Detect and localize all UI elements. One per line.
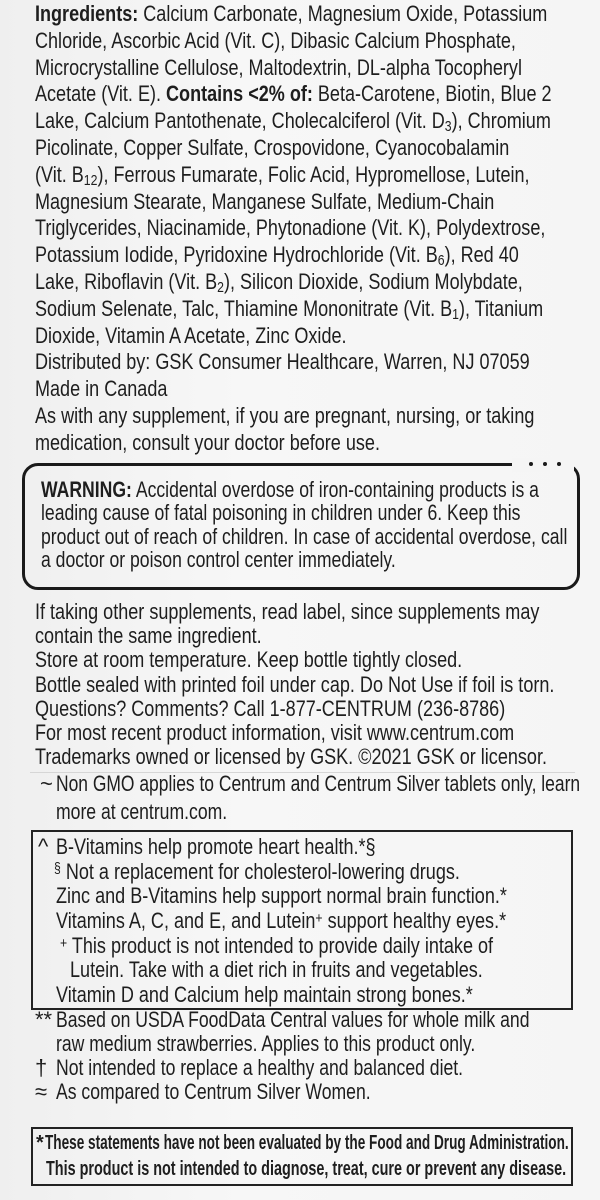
text-segment: Chloride, Ascorbic Acid (Vit. C), Dibasic Calcium Phosphate,	[35, 27, 516, 53]
warning-text	[41, 478, 571, 572]
bold-label: WARNING:	[41, 477, 132, 502]
subscript: 12	[83, 172, 98, 190]
text-segment: Triglycerides, Niacinamide, Phytonadione (Vit. K), Polydextrose,	[35, 215, 546, 241]
ingredients-section	[35, 1, 585, 457]
text-line	[35, 323, 585, 350]
text-segment: As compared to Centrum Silver Women.	[56, 1079, 371, 1104]
text-segment: Accidental overdose of iron-containing products is a	[131, 477, 539, 502]
text-line	[35, 28, 585, 55]
text-line	[41, 478, 571, 501]
text-segment: B-Vitamins help promote heart health.*§	[56, 834, 376, 859]
text-segment: ), Titanium	[458, 295, 544, 321]
text-line	[35, 1156, 569, 1182]
text-line	[41, 501, 571, 524]
text-segment: ), Chromium	[451, 108, 551, 134]
text-line	[35, 430, 585, 457]
text-segment: a doctor or poison control center immediately.	[41, 547, 396, 573]
text-line	[35, 648, 585, 672]
text-line	[35, 697, 585, 721]
text-line	[35, 1080, 580, 1104]
text-segment: If taking other supplements, read label, since supplements may	[35, 599, 540, 624]
text-segment: Non GMO applies to Centrum and Centrum Silver tablets only, learn	[56, 771, 581, 796]
text-segment: Magnesium Stearate, Manganese Sulfate, Medium-Chain	[35, 188, 495, 214]
subscript: 3	[444, 118, 452, 136]
text-line	[35, 600, 585, 624]
text-segment: Distributed by: GSK Consumer Healthcare, Warren, NJ 07059	[35, 349, 530, 375]
text-line	[35, 349, 585, 376]
text-line	[35, 745, 585, 769]
text-segment: Potassium Iodide, Pyridoxine Hydrochloride (Vit. B	[35, 242, 438, 268]
text-line	[35, 673, 585, 697]
text-line	[35, 296, 585, 323]
text-segment: Picolinate, Copper Sulfate, Crospovidone, Cyanocobalamin	[35, 134, 510, 160]
text-segment: Lake, Riboflavin (Vit. B	[35, 268, 218, 294]
footnote-marker: †	[35, 1055, 48, 1080]
text-segment: This product is not intended to provide daily intake of	[67, 932, 494, 958]
text-segment: ), Ferrous Fumarate, Folic Acid, Hypromellose, Lutein,	[97, 161, 530, 187]
dot-icon	[543, 462, 547, 466]
text-line	[35, 55, 585, 82]
text-line	[35, 135, 585, 162]
text-line	[35, 403, 585, 430]
subscript: 2	[217, 279, 224, 297]
text-line	[35, 770, 580, 798]
text-segment: leading cause of fatal poisoning in children under 6. Keep this	[41, 500, 521, 526]
text-line	[36, 958, 566, 983]
text-line	[35, 1130, 569, 1156]
text-segment: Based on USDA FoodData Central values for whole milk and	[56, 1007, 530, 1032]
text-segment: raw medium strawberries. Applies to this product only.	[56, 1031, 476, 1056]
text-line	[35, 108, 585, 135]
text-segment: Calcium Carbonate, Magnesium Oxide, Potassium	[138, 1, 548, 26]
text-segment: Zinc and B-Vitamins help support normal brain function.*	[56, 883, 507, 909]
footnote-marker: **	[35, 1007, 53, 1032]
text-line	[35, 721, 585, 745]
footnote-marker: ^	[38, 834, 49, 859]
non-gmo-footnote	[35, 770, 580, 826]
superscript-marker: +	[60, 934, 68, 952]
health-claims-text	[36, 835, 566, 1008]
text-segment: Trademarks owned or licensed by GSK. ©2021 GSK or licensor.	[35, 744, 547, 770]
text-line	[36, 934, 566, 959]
text-segment: These statements have not been evaluated by the Food and Drug Administration.	[45, 1132, 569, 1154]
text-segment: This product is not intended to diagnose, treat, cure or prevent any disease.	[46, 1158, 567, 1180]
subscript: 1	[452, 306, 459, 324]
text-line	[35, 1032, 580, 1056]
text-segment: product out of reach of children. In case of accidental overdose, call	[41, 523, 568, 549]
text-segment: Not intended to replace a healthy and balanced diet.	[56, 1055, 464, 1080]
bold-label: Contains <2% of:	[166, 81, 313, 107]
text-segment: medication, consult your doctor before use.	[35, 429, 380, 455]
text-segment: Bottle sealed with printed foil under cap. Do Not Use if foil is torn.	[35, 671, 555, 697]
text-line	[35, 376, 585, 403]
footnote-marker: *	[36, 1132, 44, 1154]
text-line	[36, 909, 566, 934]
fda-disclaimer-text	[35, 1130, 569, 1182]
storage-and-contact-section	[35, 600, 585, 769]
text-segment: ), Red 40	[444, 242, 519, 268]
footnotes-section	[35, 1008, 580, 1104]
text-segment: Microcrystalline Cellulose, Maltodextrin, DL-alpha Tocopheryl	[35, 54, 522, 80]
text-line	[35, 798, 580, 826]
text-line	[36, 860, 566, 885]
text-segment: Beta-Carotene, Biotin, Blue 2	[312, 81, 552, 107]
text-segment: support healthy eyes.*	[322, 908, 507, 934]
text-line	[35, 242, 585, 269]
text-line	[35, 162, 585, 189]
subscript: 6	[437, 252, 445, 270]
text-line	[35, 189, 585, 216]
text-line	[36, 835, 566, 860]
text-segment: Lutein. Take with a diet rich in fruits and vegetables.	[70, 957, 483, 983]
bold-label: Ingredients:	[35, 1, 139, 26]
text-line	[35, 1, 585, 28]
dot-icon	[529, 462, 533, 466]
text-line	[41, 548, 571, 571]
dot-icon	[557, 462, 561, 466]
text-segment: Not a replacement for cholesterol-lowering drugs.	[60, 858, 460, 884]
text-segment: Store at room temperature. Keep bottle tightly closed.	[35, 647, 463, 673]
text-segment: Dioxide, Vitamin A Acetate, Zinc Oxide.	[35, 322, 347, 348]
text-segment: Questions? Comments? Call 1-877-CENTRUM (236-8786)	[35, 695, 506, 721]
text-segment: (Vit. B	[35, 161, 84, 187]
text-line	[35, 1008, 580, 1032]
text-line	[35, 1056, 580, 1080]
text-line	[35, 81, 585, 108]
text-line	[35, 269, 585, 296]
footnote-marker: ~	[40, 771, 53, 796]
text-segment: Vitamins A, C, and E, and Lutein	[56, 908, 316, 934]
text-segment: more at centrum.com.	[56, 799, 228, 824]
text-segment: Lake, Calcium Pantothenate, Cholecalciferol (Vit. D	[35, 108, 445, 134]
superscript-marker: §	[54, 860, 61, 878]
text-segment: ), Silicon Dioxide, Sodium Molybdate,	[223, 268, 523, 294]
text-line	[35, 624, 585, 648]
superscript-marker: +	[315, 909, 323, 927]
text-segment: contain the same ingredient.	[35, 623, 262, 649]
text-segment: Made in Canada	[35, 376, 168, 402]
text-line	[35, 215, 585, 242]
footnote-marker: ≈	[35, 1079, 48, 1104]
text-segment: As with any supplement, if you are pregnant, nursing, or taking	[35, 402, 535, 428]
text-segment: Vitamin D and Calcium help maintain strong bones.*	[56, 982, 473, 1008]
text-line	[36, 884, 566, 909]
text-line	[36, 983, 566, 1008]
text-line	[41, 525, 571, 548]
text-segment: Acetate (Vit. E).	[35, 81, 167, 107]
text-segment: Sodium Selenate, Talc, Thiamine Mononitrate (Vit. B	[35, 295, 453, 321]
text-segment: For most recent product information, visit www.centrum.com	[35, 719, 515, 745]
